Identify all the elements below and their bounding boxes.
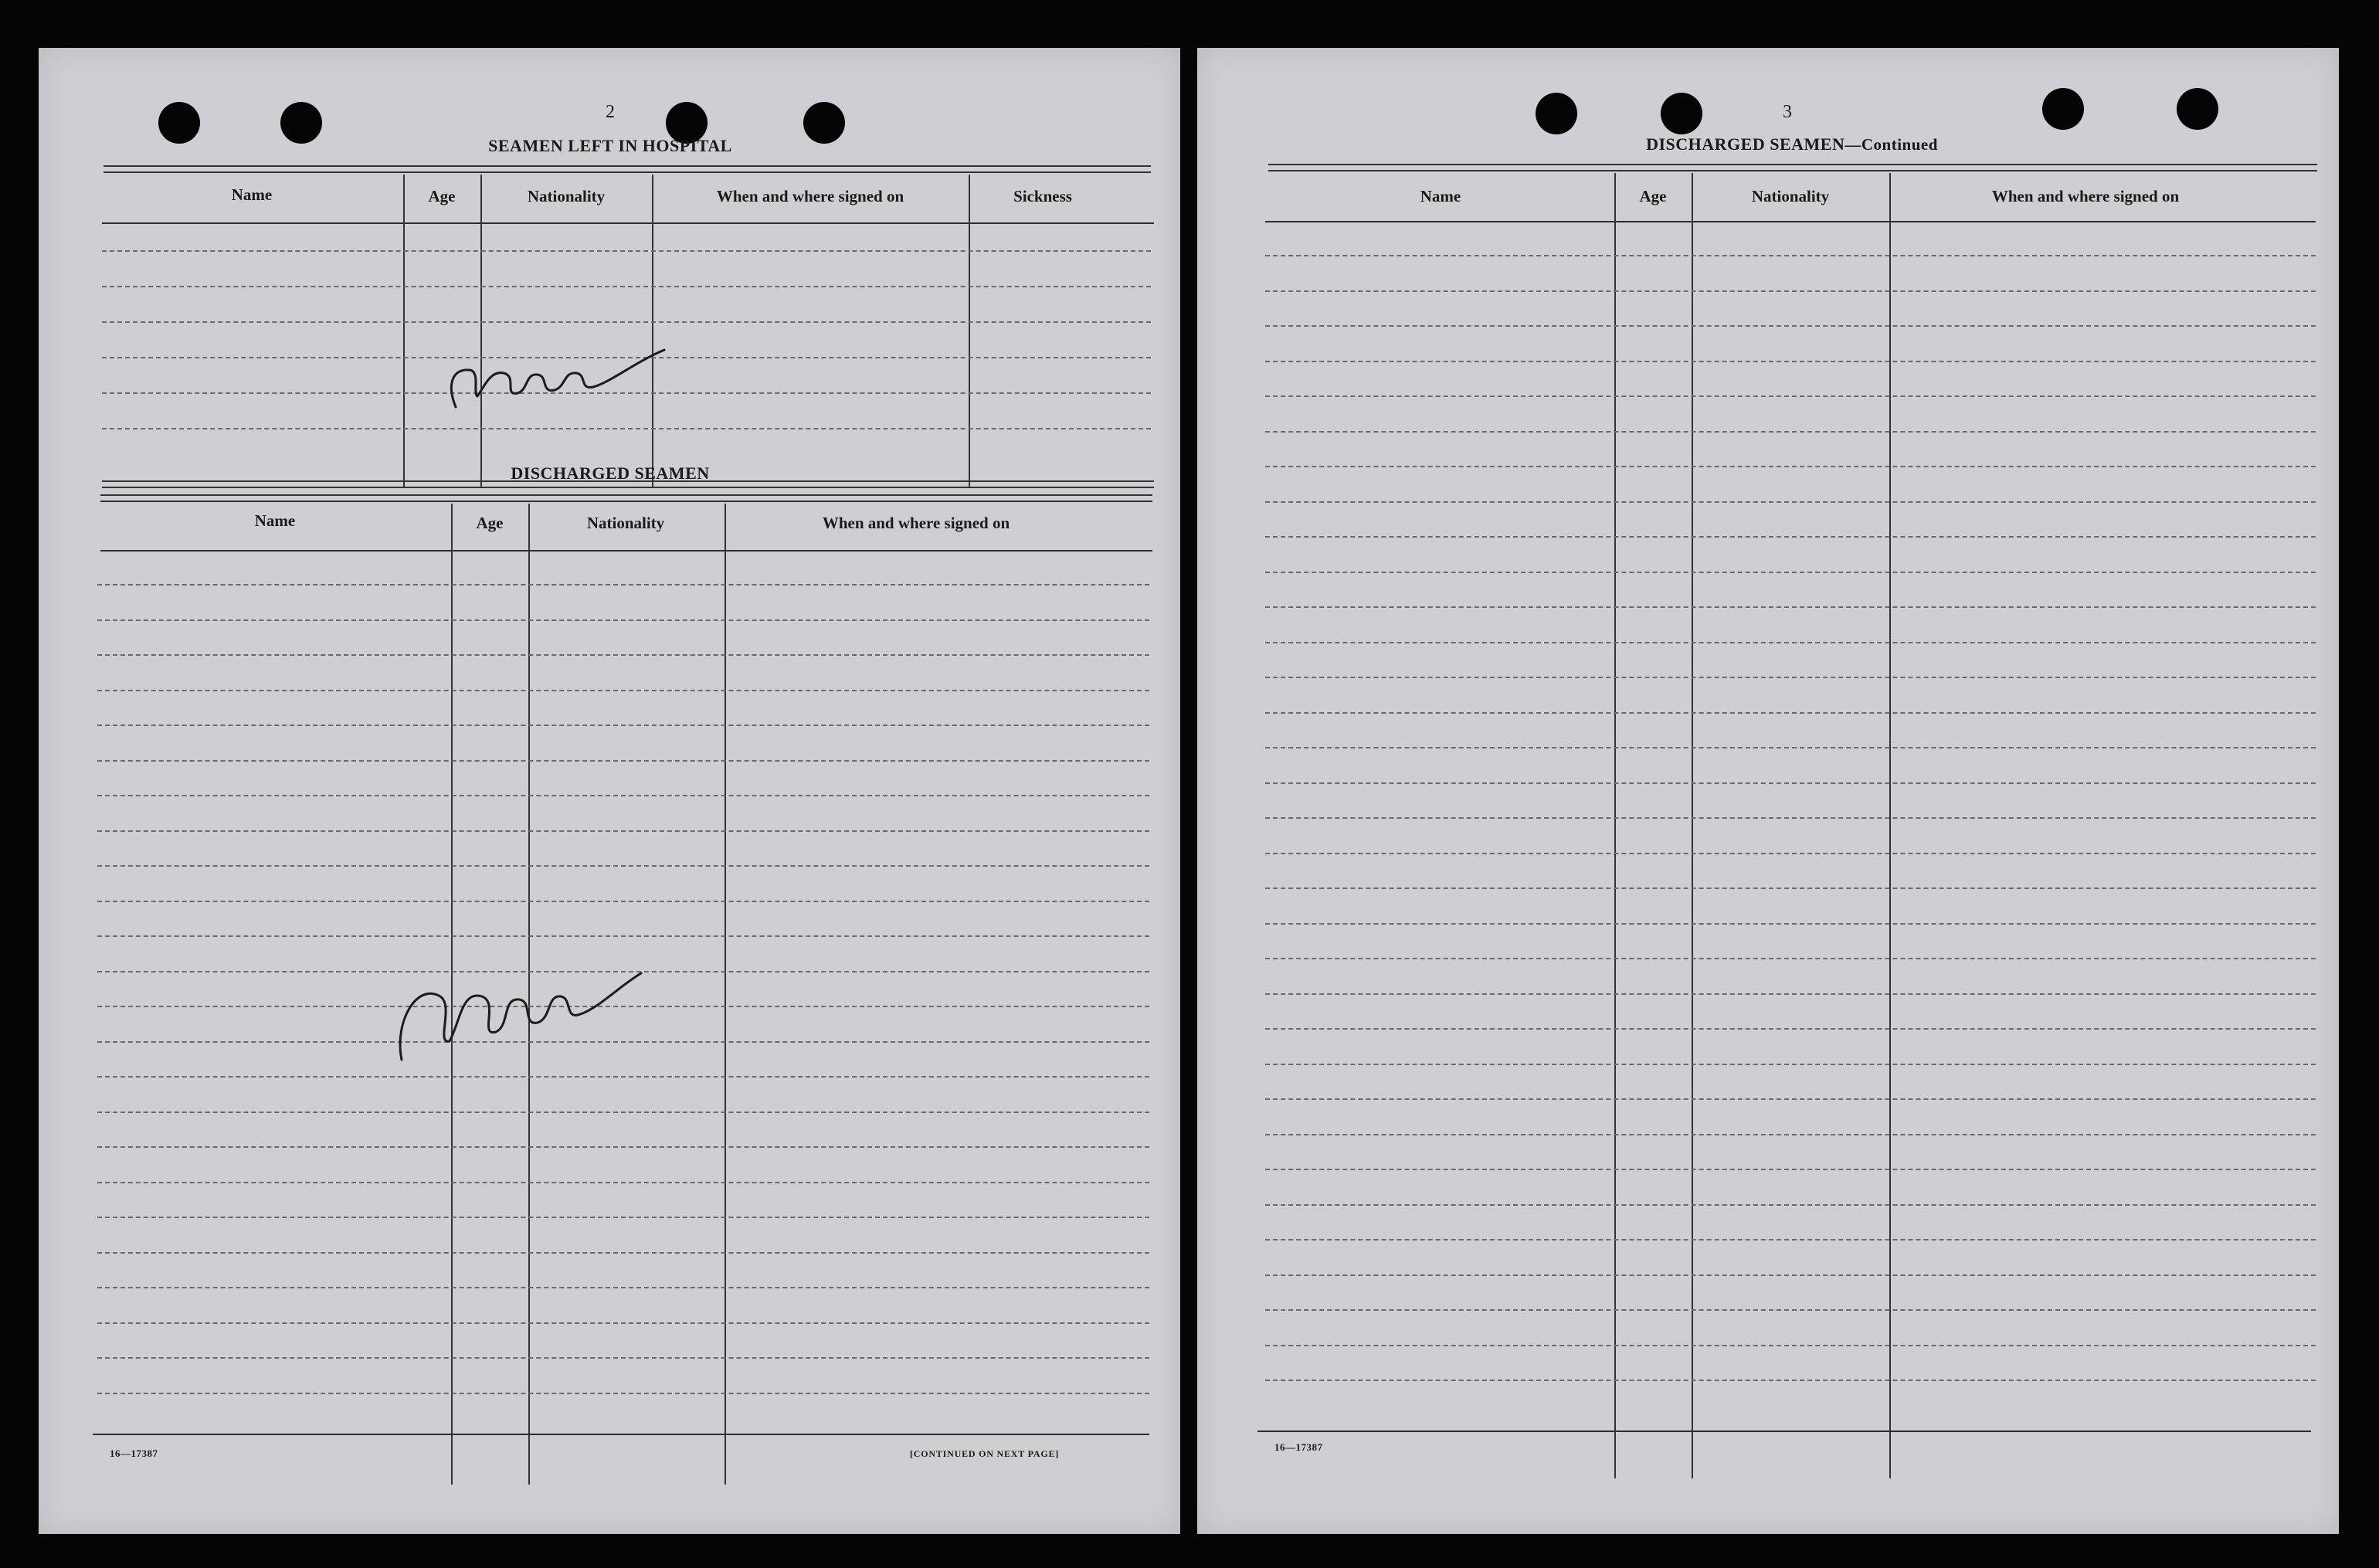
continued-note: [CONTINUED ON NEXT PAGE] bbox=[910, 1448, 1060, 1459]
punch-hole bbox=[2042, 88, 2084, 130]
ruled-line bbox=[1265, 1345, 2316, 1346]
ruled-line bbox=[97, 830, 1149, 832]
ruled-line bbox=[97, 795, 1149, 796]
ruled-line bbox=[97, 1146, 1149, 1148]
column-divider bbox=[1692, 173, 1693, 1478]
ruled-line bbox=[1265, 1169, 2316, 1170]
ruled-line bbox=[1265, 677, 2316, 678]
ruled-line bbox=[1265, 817, 2316, 819]
col-head-name: Name bbox=[231, 185, 273, 204]
ruled-line bbox=[1265, 1380, 2316, 1381]
ruled-line bbox=[1265, 1274, 2316, 1276]
ruled-line bbox=[102, 428, 1151, 429]
ruled-line bbox=[97, 1112, 1149, 1113]
header-rule bbox=[1268, 164, 2317, 171]
ruled-line bbox=[97, 1357, 1149, 1359]
right-page bbox=[1197, 48, 2339, 1534]
ruled-line bbox=[1265, 255, 2316, 256]
ruled-line bbox=[1265, 1028, 2316, 1030]
section-title-discharged: DISCHARGED SEAMEN bbox=[511, 463, 710, 483]
ruled-line bbox=[97, 1393, 1149, 1394]
column-divider bbox=[1614, 173, 1616, 1478]
section-title-suffix: —Continued bbox=[1844, 135, 1938, 154]
ruled-line bbox=[1265, 1134, 2316, 1135]
ruled-line bbox=[1265, 853, 2316, 854]
page-number: 2 bbox=[606, 102, 615, 122]
ruled-line bbox=[1265, 712, 2316, 714]
form-code: 16—17387 bbox=[1274, 1441, 1323, 1453]
col-head-nationality: Nationality bbox=[1751, 187, 1830, 205]
ruled-line bbox=[97, 1287, 1149, 1288]
ruled-line bbox=[1265, 572, 2316, 573]
punch-hole bbox=[158, 102, 200, 144]
ruled-line bbox=[1265, 1064, 2316, 1065]
ruled-line bbox=[97, 1322, 1149, 1324]
column-divider bbox=[725, 504, 726, 1485]
ruled-line bbox=[1265, 501, 2316, 503]
col-head-nationality: Nationality bbox=[586, 514, 665, 532]
table-bottom-rule bbox=[93, 1434, 1149, 1435]
ruled-line bbox=[1265, 536, 2316, 538]
form-code: 16—17387 bbox=[110, 1448, 158, 1459]
header-rule bbox=[100, 494, 1152, 502]
ruled-line bbox=[97, 690, 1149, 691]
ruled-line bbox=[1265, 993, 2316, 995]
column-header-rule bbox=[102, 222, 1154, 224]
ruled-line bbox=[1265, 466, 2316, 467]
col-head-age: Age bbox=[1639, 187, 1667, 205]
col-head-name: Name bbox=[1420, 187, 1461, 205]
ruled-line bbox=[1265, 1098, 2316, 1100]
ruled-line bbox=[97, 760, 1149, 762]
column-divider bbox=[403, 175, 405, 487]
column-divider bbox=[1889, 173, 1891, 1478]
ruled-line bbox=[1265, 606, 2316, 608]
column-header-rule bbox=[1265, 221, 2316, 222]
ruled-line bbox=[97, 1217, 1149, 1218]
ruled-line bbox=[97, 1252, 1149, 1254]
ruled-line bbox=[1265, 361, 2316, 362]
ruled-line bbox=[1265, 1204, 2316, 1206]
ruled-line bbox=[1265, 958, 2316, 959]
col-head-signed-on: When and where signed on bbox=[1991, 187, 2180, 205]
header-rule bbox=[104, 165, 1151, 173]
col-head-signed-on: When and where signed on bbox=[716, 187, 904, 205]
ruled-line bbox=[1265, 431, 2316, 433]
left-page bbox=[39, 48, 1180, 1534]
section-title-hospital: SEAMEN LEFT IN HOSPITAL bbox=[488, 136, 732, 155]
col-head-sickness: Sickness bbox=[1013, 187, 1072, 205]
ruled-line bbox=[1265, 888, 2316, 889]
col-head-name: Name bbox=[254, 511, 296, 530]
ruled-line bbox=[1265, 747, 2316, 748]
ruled-line bbox=[1265, 395, 2316, 397]
punch-hole bbox=[1661, 93, 1702, 134]
punch-hole bbox=[280, 102, 322, 144]
col-head-age: Age bbox=[428, 187, 456, 205]
col-head-signed-on: When and where signed on bbox=[822, 514, 1010, 532]
ruled-line bbox=[97, 1182, 1149, 1183]
ruled-line bbox=[97, 654, 1149, 656]
punch-hole bbox=[1536, 93, 1577, 134]
ruled-line bbox=[102, 286, 1151, 287]
ruled-line bbox=[1265, 325, 2316, 327]
punch-hole bbox=[2177, 88, 2218, 130]
ruled-line bbox=[1265, 923, 2316, 925]
handwritten-none-discharged bbox=[386, 867, 649, 1098]
ruled-line bbox=[97, 584, 1149, 585]
ruled-line bbox=[1265, 782, 2316, 784]
punch-hole bbox=[803, 102, 845, 144]
section-title-discharged-continued bbox=[1646, 134, 1938, 154]
section-title-text: DISCHARGED SEAMEN bbox=[1646, 134, 1845, 154]
col-head-nationality: Nationality bbox=[527, 187, 606, 205]
ruled-line bbox=[1265, 1309, 2316, 1311]
ruled-line bbox=[1265, 1239, 2316, 1240]
ruled-line bbox=[97, 725, 1149, 726]
ruled-line bbox=[97, 619, 1149, 621]
ruled-line bbox=[1265, 642, 2316, 643]
column-divider bbox=[969, 175, 970, 487]
ruled-line bbox=[102, 250, 1151, 252]
col-head-age: Age bbox=[476, 514, 504, 532]
handwritten-none-hospital bbox=[433, 322, 680, 423]
page-number: 3 bbox=[1783, 102, 1792, 122]
column-header-rule bbox=[100, 550, 1152, 552]
ruled-line bbox=[1265, 290, 2316, 292]
table-bottom-rule bbox=[1257, 1431, 2311, 1432]
